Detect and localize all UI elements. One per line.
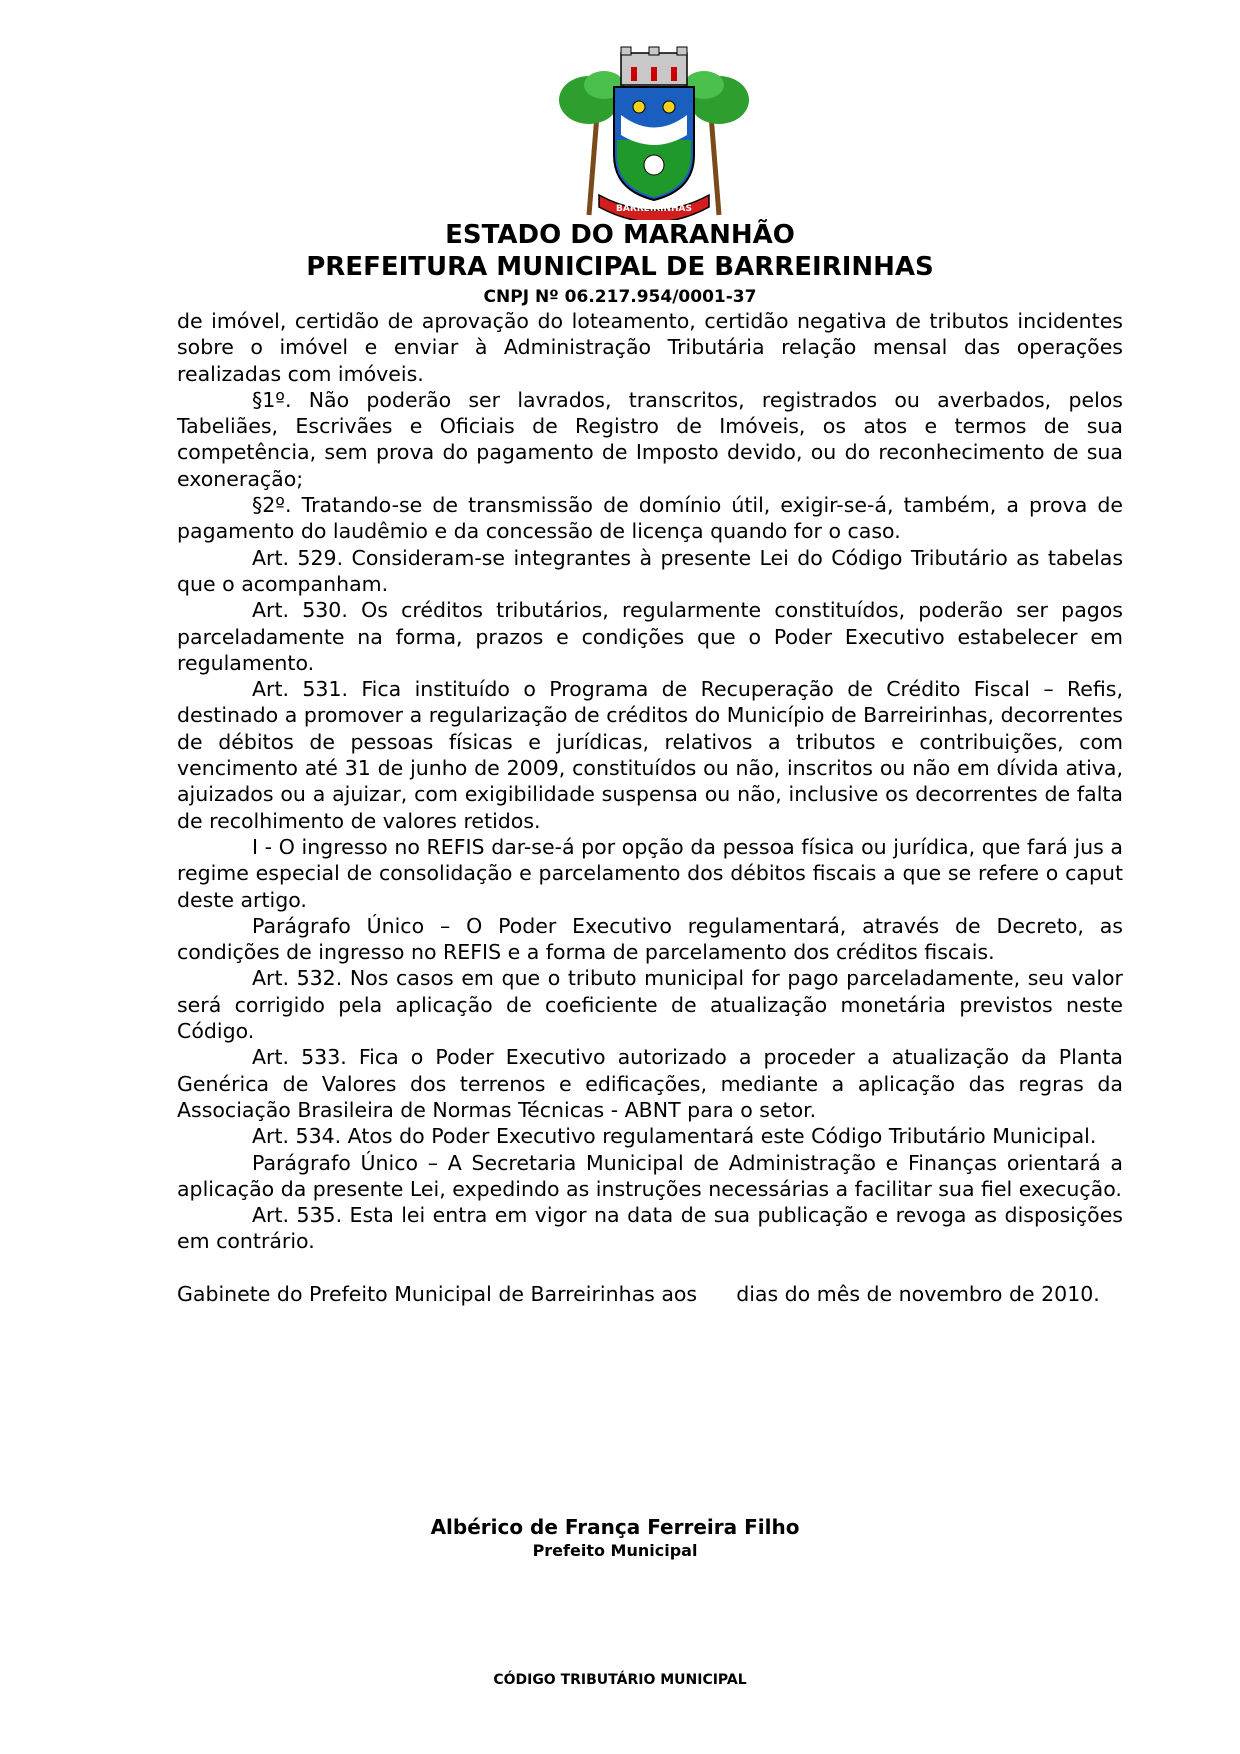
paragraph: Art. 529. Consideram-se integrantes à presente Lei do Código Tributário as tabelas que o acompanham. (177, 545, 1123, 596)
paragraph: Parágrafo Único – A Secretaria Municipal de Administração e Finanças orientará a aplicação da presente Lei, expedindo as instruções necessárias a facilitar sua fiel execução. (177, 1150, 1123, 1201)
paragraph: Art. 533. Fica o Poder Executivo autorizado a proceder a atualização da Planta Genérica de Valores dos terrenos e edificações, mediante a aplicação das regras da Associação Brasileira de Normas Técnicas - ABNT para o setor. (177, 1045, 1123, 1122)
paragraph: Parágrafo Único – O Poder Executivo regulamentará, através de Decreto, as condições de ingresso no REFIS e a forma de parcelamento dos créditos fiscais. (177, 913, 1123, 965)
paragraph: §1º. Não poderão ser lavrados, transcritos, registrados ou averbados, pelos Tabeliães, Escrivães e Oficiais de Registro de Imóveis, os atos e termos de sua competência, sem prova do pagamento de Imposto devido, ou do reconhecimento de sua exoneração; (177, 387, 1123, 491)
signatory-name: Albérico de França Ferreira Filho (430, 1515, 800, 1539)
paragraph: Art. 530. Os créditos tributários, regularmente constituídos, poderão ser pagos parceladamente na forma, prazos e condições que o Poder Executivo estabelecer em regulamento. (177, 598, 1123, 675)
paragraph: Art. 535. Esta lei entra em vigor na data de sua publicação e revoga as disposições em contrário. (177, 1203, 1123, 1254)
crest-banner-text: BARREIRINHAS (616, 204, 692, 214)
paragraph: Art. 532. Nos casos em que o tributo municipal for pago parceladamente, seu valor será corrigido pela aplicação de coeficiente de atualização monetária previstos neste Código. (177, 966, 1123, 1044)
paragraph: de imóvel, certidão de aprovação do loteamento, certidão negativa de tributos incidentes sobre o imóvel e enviar à Administração Tributária relação mensal das operações realizadas com imóveis. (177, 309, 1123, 386)
paragraph: §2º. Tratando-se de transmissão de domínio útil, exigir-se-á, também, a prova de pagamento do laudêmio e da concessão de licença quando for o caso. (177, 493, 1123, 544)
closing-paragraph: Gabinete do Prefeito Municipal de Barreirinhas aos dias do mês de novembro de 2010. (177, 1281, 1100, 1306)
page-footer: CÓDIGO TRIBUTÁRIO MUNICIPAL (493, 1672, 747, 1688)
signatory-title: Prefeito Municipal (532, 1541, 698, 1560)
document-body (177, 308, 1123, 1307)
cnpj-line: CNPJ Nº 06.217.954/0001-37 (483, 287, 757, 307)
paragraph: Art. 534. Atos do Poder Executivo regulamentará este Código Tributário Municipal. (252, 1124, 1097, 1149)
paragraph: Art. 531. Fica instituído o Programa de Recuperação de Crédito Fiscal – Refis, destinado a promover a regularização de créditos do Município de Barreirinhas, decorrentes de débitos de pessoas físicas e jurídicas, relativos a tributos e contribuições, com vencimento até 31 de junho de 2009, constituídos ou não, inscritos ou não em dívida ativa, ajuizados ou a ajuizar, com exigibilidade suspensa ou não, inclusive os decorrentes de falta de recolhimento de valores retidos. (177, 677, 1123, 833)
state-heading: ESTADO DO MARANHÃO (445, 220, 795, 250)
municipal-crest-icon (559, 45, 749, 220)
prefecture-heading: PREFEITURA MUNICIPAL DE BARREIRINHAS (306, 252, 934, 282)
paragraph: I - O ingresso no REFIS dar-se-á por opção da pessoa física ou jurídica, que fará jus a regime especial de consolidação e parcelamento dos débitos fiscais a que se refere o caput deste artigo. (177, 834, 1123, 912)
